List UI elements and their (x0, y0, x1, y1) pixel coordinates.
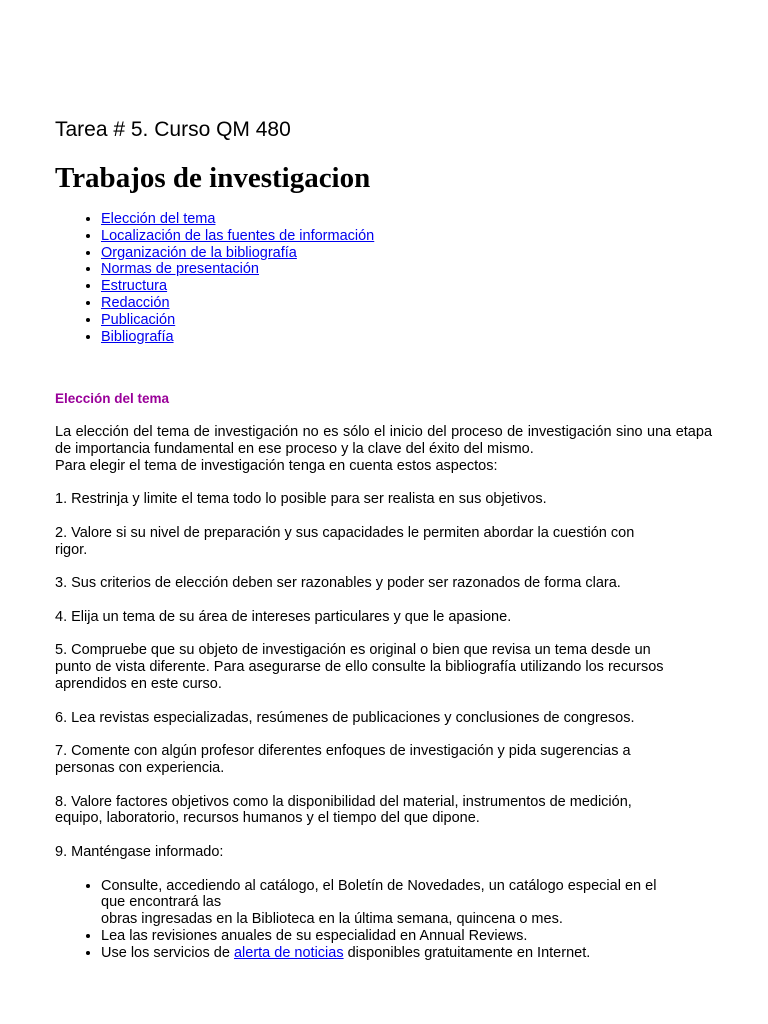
point-7-line-2: personas con experiencia. (55, 759, 225, 776)
point-3 (55, 575, 712, 592)
document-title: Tarea # 5. Curso QM 480 (55, 118, 291, 141)
toc-link-localizacion-fuentes[interactable]: Localización de las fuentes de información (101, 227, 375, 244)
main-heading: Trabajos de investigacion (55, 162, 371, 194)
point-9-text: 9. Manténgase informado: (55, 843, 224, 860)
news-alert-prefix: Use los servicios de (101, 944, 234, 961)
intro-line-1: La elección del tema de investigación no es sólo el inicio del proceso de investigación sino una (55, 424, 672, 440)
point-8-line-2: equipo, laboratorio, recursos humanos y el tiempo del que dipone. (55, 810, 480, 827)
toc-item (101, 329, 374, 346)
toc-item (101, 312, 374, 329)
news-alert-link[interactable]: alerta de noticias (233, 944, 344, 961)
catalog-line-3: obras ingresadas en la Biblioteca en la última semana, quincena o mes. (101, 911, 563, 928)
list-item-annual-reviews (101, 928, 712, 945)
toc-link-organizacion-bibliografia[interactable]: Organización de la bibliografía (101, 244, 297, 261)
point-7-line-1: 7. Comente con algún profesor diferentes enfoques de investigación y pida sugerencias a (55, 743, 631, 760)
stay-informed-list (55, 878, 712, 962)
toc-item (101, 228, 374, 245)
point-5-line-3: aprendidos en este curso. (55, 675, 222, 692)
point-5-line-2: punto de vista diferente. Para asegurarse de ello consulte la bibliografía utilizando los recursos (55, 659, 664, 676)
toc-link-estructura[interactable]: Estructura (101, 278, 168, 295)
news-alert-suffix: disponibles gratuitamente en Internet. (343, 944, 591, 961)
catalog-line-2: que encontrará las (101, 894, 222, 911)
point-4 (55, 609, 712, 626)
point-3-text: 3. Sus criterios de elección deben ser razonables y poder ser razonados de forma clara. (55, 575, 621, 592)
section-body (55, 424, 712, 962)
point-2-line-2: rigor. (55, 541, 88, 558)
point-5 (55, 642, 712, 692)
toc-link-eleccion-del-tema[interactable]: Elección del tema (101, 211, 216, 227)
point-9 (55, 844, 712, 861)
point-2-line-1: 2. Valore si su nivel de preparación y sus capacidades le permiten abordar la cuestión con (55, 524, 635, 541)
toc-link-publicacion[interactable]: Publicación (101, 311, 176, 328)
intro-line-2: etapa de importancia fundamental en ese proceso y la clave del éxito del mismo. (55, 424, 713, 457)
toc-item (101, 295, 374, 312)
point-8-line-1: 8. Valore factores objetivos como la disponibilidad del material, instrumentos de medición, (55, 793, 632, 810)
section-heading: Elección del tema (55, 391, 170, 406)
list-item-news-alerts (101, 945, 712, 962)
point-6 (55, 710, 712, 727)
point-1-text: 1. Restrinja y limite el tema todo lo posible para ser realista en sus objetivos. (55, 491, 547, 508)
toc-link-redaccion[interactable]: Redacción (101, 294, 170, 311)
toc-link-bibliografia[interactable]: Bibliografía (101, 328, 174, 345)
point-1 (55, 491, 712, 508)
point-8 (55, 794, 712, 828)
point-2 (55, 525, 712, 559)
annual-reviews-text: Lea las revisiones anuales de su especialidad en Annual Reviews. (101, 927, 528, 944)
point-6-text: 6. Lea revistas especializadas, resúmenes de publicaciones y conclusiones de congresos. (55, 709, 635, 726)
point-5-line-1: 5. Compruebe que su objeto de investigación es original o bien que revisa un tema desde un (55, 642, 651, 659)
catalog-line-1: Consulte, accediendo al catálogo, el Boletín de Novedades, un catálogo especial en el (101, 877, 657, 894)
toc-item (101, 245, 374, 262)
table-of-contents (55, 211, 374, 345)
point-7 (55, 743, 712, 777)
toc-item (101, 261, 374, 278)
toc-item (101, 211, 374, 228)
list-item-catalog (101, 878, 712, 928)
intro-paragraph (55, 424, 712, 474)
intro-line-3: Para elegir el tema de investigación tenga en cuenta estos aspectos: (55, 457, 498, 474)
toc-item (101, 278, 374, 295)
point-4-text: 4. Elija un tema de su área de intereses particulares y que le apasione. (55, 608, 512, 625)
toc-link-normas-presentacion[interactable]: Normas de presentación (101, 261, 259, 278)
